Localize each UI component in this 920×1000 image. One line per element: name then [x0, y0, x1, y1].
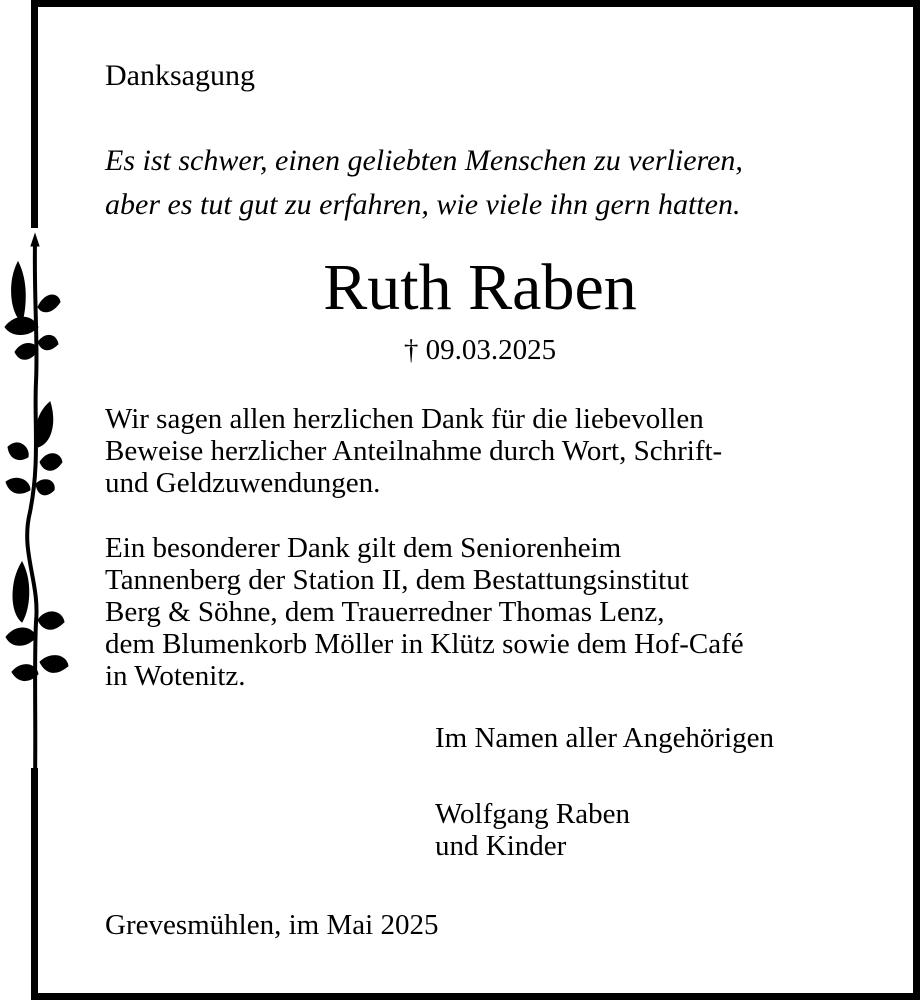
quote-line: aber es tut gut zu erfahren, wie viele ihn gern hatten. — [105, 188, 741, 221]
signature-line: und Kinder — [435, 830, 567, 862]
thanks-paragraph — [105, 403, 722, 499]
special-thanks-paragraph — [105, 532, 744, 692]
place-date: Grevesmühlen, im Mai 2025 — [105, 909, 439, 941]
signature-intro: Im Namen aller Angehörigen — [435, 722, 775, 754]
text-line: Berg & Söhne, dem Trauerredner Thomas Lenz, — [105, 596, 665, 628]
signature — [435, 798, 630, 862]
text-line: Ein besonderer Dank gilt dem Seniorenheim — [105, 532, 622, 564]
quote — [105, 139, 743, 227]
death-date: † 09.03.2025 — [403, 334, 557, 366]
text-line: dem Blumenkorb Möller in Klütz sowie dem Hof-Café — [105, 628, 744, 660]
text-line: Beweise herzlicher Anteilnahme durch Wort, Schrift- — [105, 435, 723, 467]
deceased-name: Ruth Raben — [323, 251, 637, 324]
text-line: Wir sagen allen herzlichen Dank für die liebevollen — [105, 403, 704, 435]
text-line: und Geldzuwendungen. — [105, 467, 381, 499]
signature-line: Wolfgang Raben — [435, 798, 630, 830]
quote-line: Es ist schwer, einen geliebten Menschen zu verlieren, — [105, 144, 743, 177]
text-line: in Wotenitz. — [105, 660, 246, 692]
heading: Danksagung — [105, 59, 255, 92]
text-line: Tannenberg der Station II, dem Bestattungsinstitut — [105, 564, 689, 596]
